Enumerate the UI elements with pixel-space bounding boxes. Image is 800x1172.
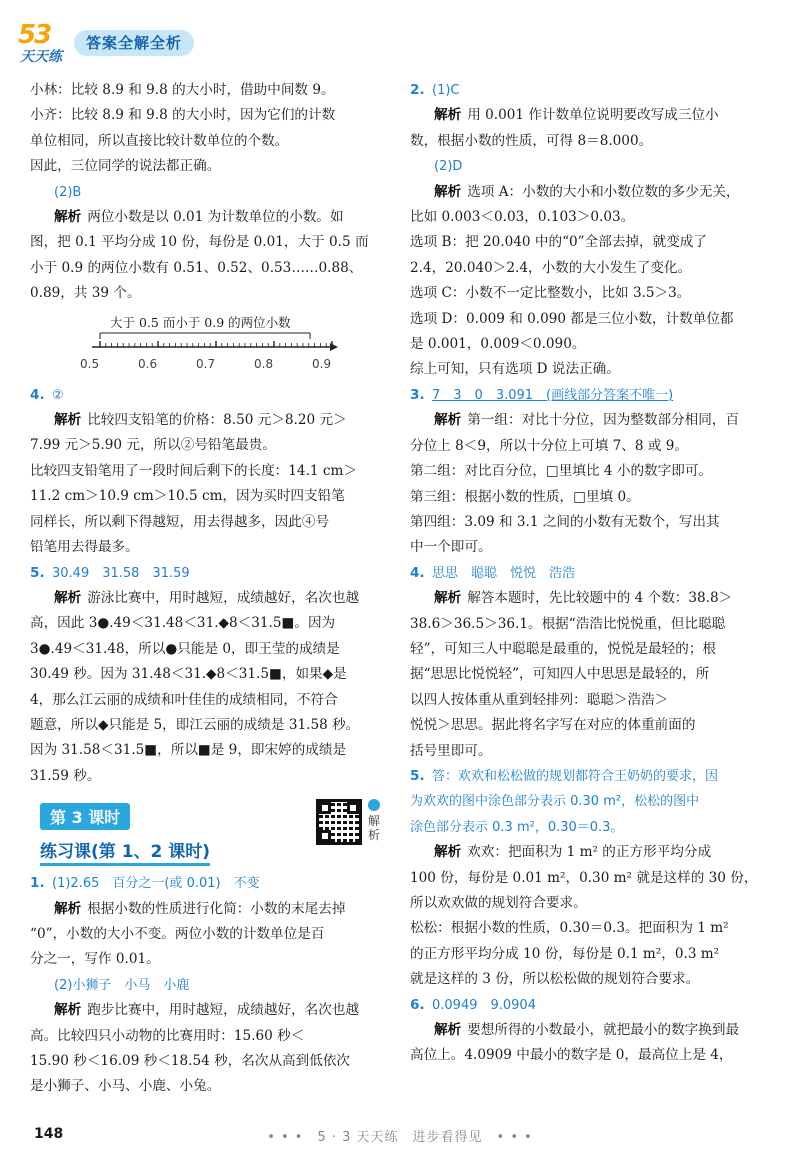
text-line: 分位上 8＜9，所以十分位上可填 7、8 或 9。 <box>410 437 689 454</box>
text-span: 跑步比赛中，用时越短，成绩越好，名次也越 <box>87 1002 360 1019</box>
text-span: 游泳比赛中，用时越短，成绩越好，名次也越 <box>87 589 360 606</box>
text-line: 选项 B：把 20.040 中的“0”全部去掉，就变成了 <box>410 234 707 251</box>
answer-text: 30.49 31.58 31.59 <box>52 565 190 581</box>
text-line: 轻”，可知三人中聪聪是最重的，悦悦是最轻的；根 <box>410 640 717 657</box>
question-line <box>410 383 770 408</box>
text-line: 悦悦＞思思。据此将名字写在对应的体重前面的 <box>410 717 696 734</box>
lesson-header <box>30 793 382 871</box>
answer-line: (2)D <box>434 159 463 175</box>
text-line: 以四人按体重从重到轻排列：聪聪＞浩浩＞ <box>410 691 669 708</box>
text-line: 100 份，每份是 0.01 m²，0.30 m² 就是这样的 30 份， <box>410 869 758 886</box>
logo-sub: 天天练 <box>20 49 62 65</box>
text-line: 7.99 元＞5.90 元，所以②号铅笔最贵。 <box>30 437 276 454</box>
answer-line: (2)小狮子 小马 小鹿 <box>54 977 190 993</box>
page-number: 148 <box>34 1126 64 1142</box>
text-line: 同样长，所以剩下得越短，用去得越多，因此④号 <box>30 513 330 530</box>
answer-line: (2)B <box>54 184 82 200</box>
text-line: 比较四支铅笔用了一段时间后剩下的长度：14.1 cm＞ <box>30 462 357 479</box>
question-line <box>410 78 770 103</box>
text-line: 因此，三位同学的说法都正确。 <box>30 158 221 175</box>
question-line <box>30 871 382 896</box>
analysis-line <box>30 897 382 922</box>
text-line: “0”，小数的大小不变。两位小数的计数单位是百 <box>30 925 325 942</box>
analysis-label: 解析 <box>434 1022 462 1039</box>
text-line: 小林：比较 8.9 和 9.8 的大小时，借助中间数 9。 <box>30 82 335 98</box>
text-line: 11.2 cm＞10.9 cm＞10.5 cm，因为买时四支铅笔 <box>30 488 345 505</box>
analysis-label: 解析 <box>54 1002 82 1019</box>
analysis-line <box>410 840 770 865</box>
question-number: 5. <box>30 564 45 581</box>
qr-code-icon[interactable] <box>316 799 362 845</box>
question-number: 6. <box>410 996 425 1013</box>
text-line: 选项 C：小数不一定比整数小，比如 3.5＞3。 <box>410 285 691 302</box>
text-line: 综上可知，只有选项 D 说法正确。 <box>410 361 620 378</box>
answer-text: 思思 聪聪 悦悦 浩浩 <box>432 565 576 581</box>
answer-text: (1)C <box>432 83 460 98</box>
question-number: 4. <box>30 386 45 403</box>
analysis-line <box>410 103 770 128</box>
analysis-line <box>30 998 382 1023</box>
text-line: 单位相同，所以直接比较计数单位的个数。 <box>30 132 289 149</box>
text-line: 分之一，写作 0.01。 <box>30 951 160 968</box>
text-span: 解答本题时，先比较题中的 4 个数：38.8＞ <box>467 590 733 607</box>
analysis-line <box>410 586 770 611</box>
text-line: 4，那么江云丽的成绩和叶佳佳的成绩相同，不符合 <box>30 691 338 708</box>
answer-text: ② <box>52 387 64 403</box>
text-line: 小于 0.9 的两位小数有 0.51、0.52、0.53……0.88、 <box>30 259 363 276</box>
text-span: 两位小数是以 0.01 为计数单位的小数。如 <box>87 209 344 226</box>
text-line: 图，把 0.1 平均分成 10 份，每份是 0.01，大于 0.5 而 <box>30 234 369 251</box>
question-number: 5. <box>410 767 425 784</box>
text-line: 3●.49＜31.48，所以●只能是 0，即王莹的成绩是 <box>30 640 340 657</box>
text-line: 中一个即可。 <box>410 539 492 556</box>
page-header <box>14 20 274 65</box>
question-number: 3. <box>410 386 425 403</box>
qr-corner <box>347 802 359 814</box>
analysis-label: 解析 <box>434 412 462 429</box>
page-footer <box>0 1124 800 1154</box>
text-line: 高，因此 3●.49＜31.48＜31.◆8＜31.5■。因为 <box>30 615 336 632</box>
tick-label: 0.7 <box>196 356 216 371</box>
text-line: 高。比较四只小动物的比赛用时：15.60 秒＜ <box>30 1027 305 1044</box>
text-line: 30.49 秒。因为 31.48＜31.◆8＜31.5■，如果◆是 <box>30 666 347 683</box>
header-title: 答案全解全析 <box>74 30 194 56</box>
text-line: 0.89，共 39 个。 <box>30 285 141 302</box>
analysis-line <box>30 205 382 230</box>
text-span: 第一组：对比十分位，因为整数部分相同，百 <box>467 412 740 429</box>
qr-label-text: 解析 <box>368 814 381 843</box>
analysis-label: 解析 <box>54 209 82 226</box>
analysis-line <box>30 586 382 611</box>
question-line <box>30 383 382 408</box>
text-line: 松松：根据小数的性质，0.30＝0.3。把面积为 1 m² <box>410 920 729 937</box>
text-span: 欢欢：把面积为 1 m² 的正方形平均分成 <box>467 844 712 861</box>
text-line: 小齐：比较 8.9 和 9.8 的大小时，因为它们的计数 <box>30 107 336 124</box>
text-line: 题意，所以◆只能是 5，即江云丽的成绩是 31.58 秒。 <box>30 716 360 733</box>
text-line: 2.4，20.040＞2.4，小数的大小发生了变化。 <box>410 259 692 276</box>
tick-label: 0.8 <box>254 356 274 371</box>
text-span: 比较四支铅笔的价格：8.50 元＞8.20 元＞ <box>87 412 347 429</box>
text-line: 第四组：3.09 和 3.1 之间的小数有无数个，写出其 <box>410 513 720 530</box>
text-line: 是小狮子、小马、小鹿、小兔。 <box>30 1078 221 1095</box>
lesson-subtitle: 练习课(第 1、2 课时) <box>40 837 210 866</box>
analysis-label: 解析 <box>54 589 82 606</box>
analysis-label: 解析 <box>434 183 462 200</box>
right-column <box>410 78 770 1069</box>
analysis-line <box>410 408 770 433</box>
text-line: 就是这样的 3 份，所以松松做的规划符合要求。 <box>410 971 700 988</box>
answer-text: (1)2.65 百分之一(或 0.01) 不变 <box>52 876 260 892</box>
number-line-figure <box>30 311 382 381</box>
text-line: 铅笔用去得最多。 <box>30 539 139 556</box>
qr-label <box>368 799 382 842</box>
question-line <box>30 561 382 586</box>
text-line: 因为 31.58＜31.5■，所以■是 9，即宋婷的成绩是 <box>30 742 347 759</box>
analysis-label: 解析 <box>434 590 462 607</box>
analysis-label: 解析 <box>54 900 82 917</box>
text-span: 根据小数的性质进行化简：小数的末尾去掉 <box>87 900 346 917</box>
tick-label: 0.5 <box>80 356 100 371</box>
text-line: 括号里即可。 <box>410 742 492 759</box>
text-line: 是 0.001，0.009＜0.090。 <box>410 336 586 353</box>
text-span: 用 0.001 作计数单位说明要改写成三位小 <box>467 107 719 124</box>
text-line: 比如 0.003＜0.03，0.103＞0.03。 <box>410 209 635 226</box>
question-line <box>410 764 770 789</box>
text-line: 所以欢欢做的规划符合要求。 <box>410 895 587 911</box>
brand-logo <box>18 20 80 65</box>
question-number: 1. <box>30 875 45 892</box>
answer-line: 涂色部分表示 0.3 m²，0.30＝0.3。 <box>410 819 624 835</box>
text-line: 的正方形平均分成 10 份，每份是 0.1 m²，0.3 m² <box>410 945 720 962</box>
question-number: 4. <box>410 564 425 581</box>
text-span: 选项 A：小数的大小和小数位数的多少无关， <box>467 183 740 200</box>
answer-text: 答：欢欢和松松做的规划都符合王奶奶的要求，因 <box>432 768 719 784</box>
lesson-tag: 第 3 课时 <box>40 803 130 830</box>
left-column <box>30 78 382 1100</box>
analysis-line <box>30 408 382 433</box>
text-line: 第二组：对比百分位，□里填比 4 小的数字即可。 <box>410 463 713 480</box>
analysis-label: 解析 <box>434 844 462 861</box>
text-line: 38.6＞36.5＞36.1。根据“浩浩比悦悦重，但比聪聪 <box>410 615 726 632</box>
qr-corner <box>319 802 331 814</box>
qr-corner <box>319 830 331 842</box>
question-line <box>410 993 770 1018</box>
text-line: 选项 D：0.009 和 0.090 都是三位小数，计数单位都 <box>410 310 734 327</box>
question-line <box>410 561 770 586</box>
text-line: 第三组：根据小数的性质，□里填 0。 <box>410 488 640 505</box>
answer-line: 为欢欢的图中涂色部分表示 0.30 m²，松松的图中 <box>410 794 700 810</box>
analysis-line <box>410 1018 770 1043</box>
text-span: 要想所得的小数最小，就把最小的数字换到最 <box>467 1022 740 1039</box>
tick-label: 0.9 <box>312 356 332 371</box>
text-line: 数，根据小数的性质，可得 8＝8.000。 <box>410 132 653 149</box>
analysis-line <box>410 180 770 205</box>
number-line-label: 大于 0.5 而小于 0.9 的两位小数 <box>110 314 291 330</box>
footer-slogan: • • • 5 · 3 天天练 进步看得见 • • • <box>267 1130 533 1145</box>
logo-text: 53 <box>18 20 51 50</box>
answer-text: 7 3 0 3.091 (画线部分答案不唯一) <box>432 387 674 403</box>
tick-label: 0.6 <box>138 356 158 371</box>
play-icon <box>368 799 380 811</box>
text-line: 15.90 秒＜16.09 秒＜18.54 秒，名次从高到低依次 <box>30 1053 351 1069</box>
text-line: 高位上。4.0909 中最小的数字是 0，最高位上是 4， <box>410 1047 733 1064</box>
text-line: 31.59 秒。 <box>30 767 101 784</box>
analysis-label: 解析 <box>434 107 462 124</box>
answer-text: 0.0949 9.0904 <box>432 997 536 1013</box>
question-number: 2. <box>410 82 425 98</box>
analysis-label: 解析 <box>54 412 82 429</box>
text-line: 据“思思比悦悦轻”，可知四人中思思是最轻的，所 <box>410 666 710 683</box>
